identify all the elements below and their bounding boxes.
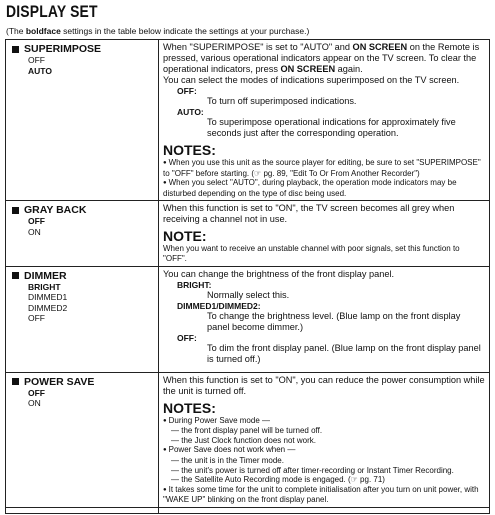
- mode-label: OFF:: [177, 332, 197, 343]
- description-text: You can select the modes of indications superimposed on the TV screen.: [163, 75, 460, 85]
- note-item: ● When you use this unit as the source player for editing, be sure to set "SUPERIMPOSE" to "OFF" before starting. (☞ pg. 89, "Edit To Or From Another Recorder"): [163, 158, 485, 178]
- description-cell: [159, 201, 490, 266]
- square-bullet-icon: [12, 207, 19, 214]
- description-text: When this function is set to "ON", you can reduce the power consumption while the unit is turned off.: [163, 374, 485, 396]
- note-item: When you want to receive an unstable channel with poor signals, set this function to "OFF".: [163, 244, 460, 263]
- note-item: ● During Power Save mode —: [163, 416, 485, 427]
- option-item-default: BRIGHT: [28, 281, 61, 292]
- setting-cell: [6, 266, 159, 372]
- mode-label: OFF:: [177, 86, 197, 96]
- option-item: DIMMED2: [28, 302, 68, 313]
- square-bullet-icon: [12, 272, 19, 279]
- mode-label: DIMMED1/DIMMED2:: [177, 300, 261, 311]
- notes-heading: NOTES:: [163, 399, 216, 416]
- settings-table: [5, 39, 490, 514]
- description-text: When "SUPERIMPOSE" is set to "AUTO" and ON SCREEN on the Remote is pressed, various operational indicators appear on the TV screen. To clear the operational indicators, press ON SCREEN again.: [163, 42, 480, 74]
- mode-text: To turn off superimposed indications.: [207, 96, 357, 106]
- option-item: OFF: [28, 313, 45, 324]
- option-item: ON: [28, 398, 41, 409]
- table-row-superimpose: [6, 40, 490, 201]
- square-bullet-icon: [12, 378, 19, 385]
- setting-name: GRAY BACK: [24, 204, 87, 217]
- table-row-gray-back: [6, 201, 490, 266]
- square-bullet-icon: [12, 46, 19, 53]
- table-row-dimmer: [6, 266, 490, 372]
- description-cell: [159, 40, 490, 201]
- table-row-continuation: [6, 507, 490, 513]
- setting-cell: [6, 201, 159, 266]
- setting-cell: [6, 372, 159, 507]
- description-cell: [159, 372, 490, 507]
- note-subitem: — the Just Clock function does not work.: [171, 435, 316, 445]
- page-title: DISPLAY SET: [6, 2, 98, 21]
- setting-name: POWER SAVE: [24, 375, 95, 388]
- note-item: ● It takes some time for the unit to complete initialisation after you turn on unit power, with "WAKE UP" blinking on the front display panel.: [163, 485, 485, 505]
- option-item-default: AUTO: [28, 65, 52, 76]
- description-text: You can change the brightness of the front display panel.: [163, 268, 395, 279]
- page-subtitle: (The boldface settings in the table below indicate the settings at your purchase.): [6, 26, 310, 36]
- option-item: DIMMED1: [28, 292, 68, 303]
- setting-name: SUPERIMPOSE: [24, 43, 102, 55]
- mode-text: Normally select this.: [207, 289, 290, 300]
- option-item: OFF: [28, 55, 45, 65]
- setting-name: DIMMER: [24, 269, 67, 282]
- table-row-power-save: [6, 372, 490, 507]
- mode-text: To dim the front display panel. (Blue lamp on the front display panel is turned off.): [207, 342, 481, 364]
- mode-label: AUTO:: [177, 107, 204, 117]
- note-subitem: — the unit's power is turned off after timer-recording or Instant Timer Recording.: [171, 465, 454, 475]
- option-item-default: OFF: [28, 387, 45, 398]
- option-item-default: OFF: [28, 216, 45, 227]
- note-item: ● Power Save does not work when —: [163, 445, 485, 456]
- mode-label: BRIGHT:: [177, 279, 212, 290]
- setting-cell: [6, 40, 159, 201]
- notes-heading: NOTES:: [163, 142, 216, 158]
- description-cell: [159, 266, 490, 372]
- mode-text: To superimpose operational indications for approximately five seconds just after the corresponding operation.: [207, 117, 456, 138]
- description-text: When this function is set to "ON", the TV screen becomes all grey when receiving a channel not in use.: [163, 203, 455, 225]
- notes-heading: NOTE:: [163, 228, 207, 245]
- mode-text: To change the brightness level. (Blue lamp on the front display panel become dimmer.): [207, 310, 461, 332]
- note-subitem: — the front display panel will be turned off.: [171, 426, 323, 436]
- note-subitem: — the Satellite Auto Recording mode is engaged. (☞ pg. 71): [171, 475, 385, 485]
- note-item: ● When you select "AUTO", during playback, the operation mode indicators may be disturbed depending on the type of disc being used.: [163, 178, 485, 198]
- option-item: ON: [28, 226, 41, 237]
- note-subitem: — the unit is in the Timer mode.: [171, 455, 284, 465]
